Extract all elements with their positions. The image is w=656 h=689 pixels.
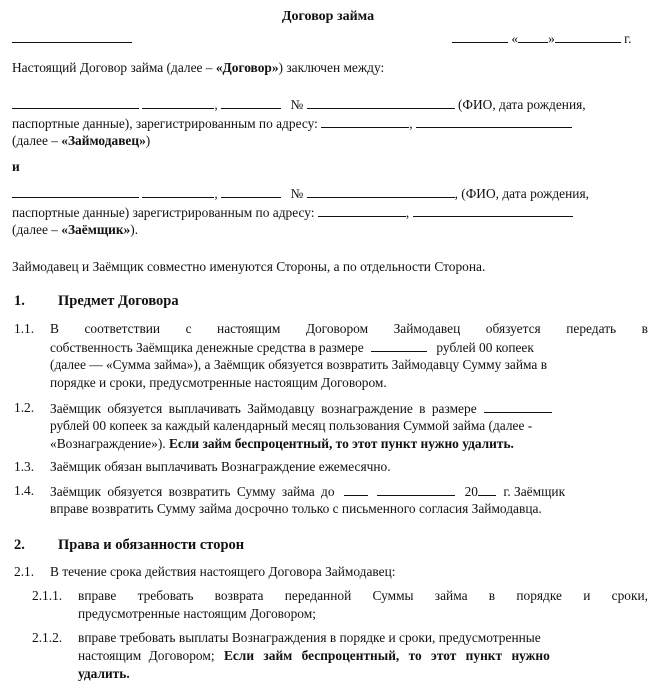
item-number: 2.1.1. <box>32 588 63 603</box>
item-2-1-1-line1: вправе требовать возврата переданной Суммы займа в порядке и сроки, <box>78 588 648 603</box>
party2-passport-blank[interactable] <box>307 185 455 198</box>
item-number: 2.1.2. <box>32 630 63 645</box>
party1-line3: (далее – «Займодавец») <box>12 133 151 148</box>
item-1-1-line4: порядке и сроки, предусмотренные настоящим Договором. <box>50 375 387 390</box>
item-1-1-line2: собственность Заёмщика денежные средства в размере рублей 00 копеек <box>50 340 534 355</box>
document-title: Договор займа <box>281 9 375 24</box>
party2-name-blank[interactable] <box>12 185 139 198</box>
city-suffix: г. <box>624 31 632 46</box>
day-blank[interactable] <box>518 30 548 43</box>
item-1-2-line3: «Вознаграждение»). Если займ беспроцентный, то этот пункт нужно удалить. <box>50 436 514 451</box>
item-number: 1.3. <box>14 459 35 474</box>
item-2-1-line1: В течение срока действия настоящего Договора Займодавец: <box>50 564 396 579</box>
item-1-1-line1: В соответствии с настоящим Договором Займодавец обязуется передать в <box>50 321 648 336</box>
place-blank[interactable] <box>12 30 132 47</box>
item-1-2-line1: Заёмщик обязуется выплачивать Займодавцу вознаграждение в размере <box>50 400 552 417</box>
loan-amount-blank[interactable] <box>371 339 427 352</box>
party1-name2-blank[interactable] <box>142 96 214 109</box>
month-year-blank[interactable] <box>555 30 621 43</box>
section2-number: 2. <box>14 537 25 553</box>
section2-title: Права и обязанности сторон <box>58 537 245 553</box>
party2-line3: (далее – «Заёмщик»). <box>12 222 139 237</box>
item-1-4-line2: вправе возвратить Сумму займа досрочно только с письменного согласия Займодавца. <box>50 501 542 516</box>
item-2-1-2-line2: настоящим Договором; Если займ беспроцентный, то этот пункт нужно <box>78 648 550 663</box>
date-line: « » г. <box>452 30 631 47</box>
party1-passport-blank[interactable] <box>307 96 455 109</box>
party2-name2-blank[interactable] <box>142 185 214 198</box>
section1-title: Предмет Договора <box>58 293 179 309</box>
party2-address-blank[interactable] <box>318 204 406 217</box>
section1-number: 1. <box>14 293 25 309</box>
item-1-4-line1: Заёмщик обязуется возвратить Сумму займа до 20 г. Заёмщик <box>50 484 566 499</box>
party2-line2: паспортные данные) зарегистрированным по адресу: , <box>12 204 573 221</box>
party1-line2: паспортные данные), зарегистрированным по адресу: , <box>12 115 572 132</box>
party1-address2-blank[interactable] <box>416 115 572 128</box>
delete-note: Если займ беспроцентный, то этот пункт нужно <box>223 648 550 663</box>
party2-address2-blank[interactable] <box>413 204 573 217</box>
item-number: 2.1. <box>14 564 35 579</box>
party1-address-blank[interactable] <box>321 115 409 128</box>
item-2-1-2-line1: вправе требовать выплаты Вознаграждения в порядке и сроки, предусмотренные <box>78 630 541 645</box>
party2-dob-blank[interactable] <box>221 185 281 198</box>
item-1-1-line3: (далее — «Сумма займа»), а Заёмщик обязуется возвратить Займодавцу Сумму займа в <box>50 357 548 372</box>
party2-line1: , № , (ФИО, дата рождения, <box>12 185 589 202</box>
item-2-1-1-line2: предусмотренные настоящим Договором; <box>78 606 316 621</box>
item-number: 1.1. <box>14 321 35 336</box>
repay-month-blank[interactable] <box>377 483 455 496</box>
day-prefix-blank[interactable] <box>452 30 508 43</box>
reward-amount-blank[interactable] <box>484 400 552 413</box>
repay-year-blank[interactable] <box>478 483 496 496</box>
item-1-3-line1: Заёмщик обязан выплачивать Вознаграждение ежемесячно. <box>50 459 391 474</box>
party1-dob-blank[interactable] <box>221 96 281 109</box>
item-2-1-2-line3: удалить. <box>78 666 130 681</box>
delete-note: Если займ беспроцентный, то этот пункт нужно удалить. <box>169 436 514 451</box>
and-label: и <box>12 159 20 174</box>
item-number: 1.2. <box>14 400 35 415</box>
item-number: 1.4. <box>14 483 35 498</box>
parties-text: Займодавец и Заёмщик совместно именуются Стороны, а по отдельности Сторона. <box>12 259 486 274</box>
party1-line1: , № (ФИО, дата рождения, <box>12 96 586 113</box>
intro-text: Настоящий Договор займа (далее – «Договор») заключен между: <box>12 60 385 75</box>
repay-day-blank[interactable] <box>344 483 368 496</box>
party1-name-blank[interactable] <box>12 96 139 109</box>
item-1-2-line2: рублей 00 копеек за каждый календарный месяц пользования Суммой займа (далее - <box>50 418 533 433</box>
